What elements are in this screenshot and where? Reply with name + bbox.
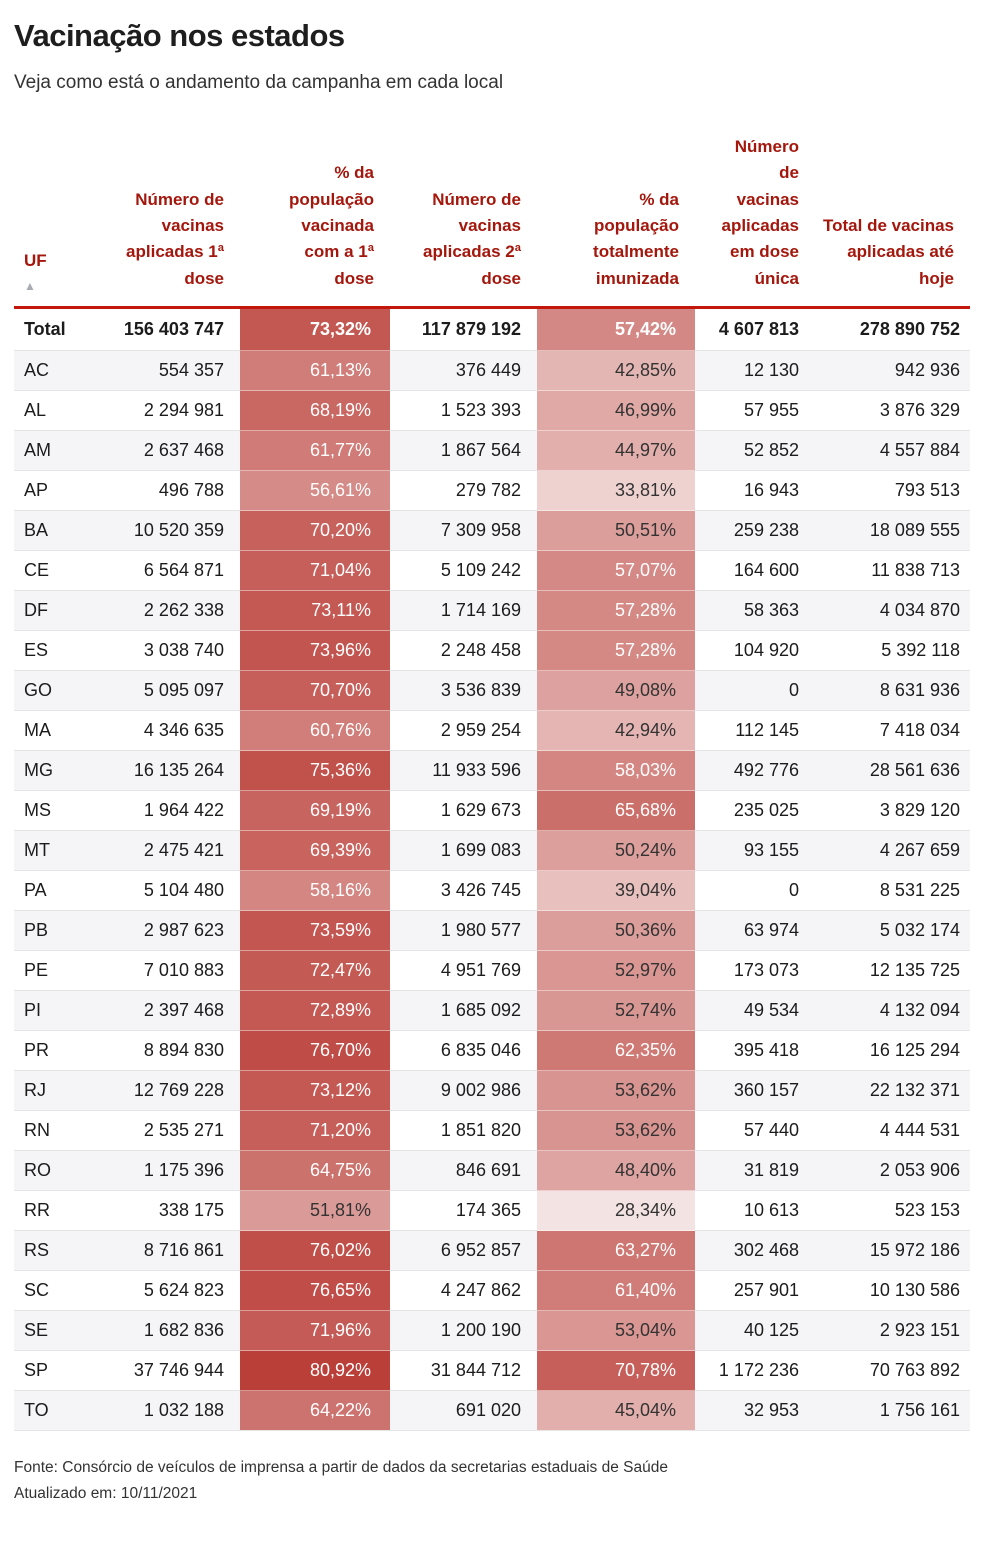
cell-dose2: 174 365	[390, 1191, 537, 1231]
cell-total: 4 267 659	[813, 831, 970, 871]
cell-uf: SP	[14, 1351, 100, 1391]
column-label: Total de vacinas aplicadas até hoje	[823, 216, 955, 288]
cell-unica: 104 920	[695, 631, 813, 671]
cell-pct2: 45,04%	[537, 1391, 695, 1431]
cell-dose2: 5 109 242	[390, 551, 537, 591]
cell-uf: AP	[14, 471, 100, 511]
cell-pct2: 62,35%	[537, 1031, 695, 1071]
cell-unica: 395 418	[695, 1031, 813, 1071]
cell-dose2: 1 714 169	[390, 591, 537, 631]
table-row-am	[14, 431, 970, 471]
column-label: % da população totalmente imunizada	[593, 189, 679, 288]
cell-uf: ES	[14, 631, 100, 671]
cell-unica: 302 468	[695, 1231, 813, 1271]
cell-total: 3 829 120	[813, 791, 970, 831]
cell-unica: 360 157	[695, 1071, 813, 1111]
cell-dose1: 1 682 836	[100, 1311, 240, 1351]
cell-unica: 259 238	[695, 511, 813, 551]
cell-unica: 492 776	[695, 751, 813, 791]
cell-dose1: 554 357	[100, 351, 240, 391]
column-header-uf[interactable]	[14, 128, 100, 308]
table-row-rj	[14, 1071, 970, 1111]
table-header	[14, 128, 970, 308]
page-title: Vacinação nos estados	[14, 18, 345, 53]
cell-dose1: 1 964 422	[100, 791, 240, 831]
cell-pct2: 57,28%	[537, 631, 695, 671]
cell-total: 1 756 161	[813, 1391, 970, 1431]
cell-unica: 49 534	[695, 991, 813, 1031]
cell-pct1: 51,81%	[240, 1191, 390, 1231]
cell-total: 793 513	[813, 471, 970, 511]
cell-dose1: 5 095 097	[100, 671, 240, 711]
column-label: Número de vacinas aplicadas em dose única	[721, 137, 799, 288]
cell-uf: SE	[14, 1311, 100, 1351]
cell-pct2: 39,04%	[537, 871, 695, 911]
cell-unica: 235 025	[695, 791, 813, 831]
column-label: % da população vacinada com a 1ª dose	[288, 163, 374, 288]
column-header-dose2[interactable]	[390, 128, 537, 308]
table-row-pr	[14, 1031, 970, 1071]
cell-pct2: 33,81%	[537, 471, 695, 511]
cell-pct1: 56,61%	[240, 471, 390, 511]
cell-dose2: 1 851 820	[390, 1111, 537, 1151]
cell-unica: 57 955	[695, 391, 813, 431]
cell-total: 10 130 586	[813, 1271, 970, 1311]
cell-pct2: 50,51%	[537, 511, 695, 551]
table-row-ce	[14, 551, 970, 591]
cell-unica: 4 607 813	[695, 308, 813, 351]
cell-dose1: 2 475 421	[100, 831, 240, 871]
cell-pct1: 58,16%	[240, 871, 390, 911]
cell-dose1: 2 637 468	[100, 431, 240, 471]
cell-total: 278 890 752	[813, 308, 970, 351]
cell-total: 70 763 892	[813, 1351, 970, 1391]
cell-uf: PI	[14, 991, 100, 1031]
table-row-ms	[14, 791, 970, 831]
cell-total: 5 032 174	[813, 911, 970, 951]
cell-pct1: 73,12%	[240, 1071, 390, 1111]
cell-unica: 40 125	[695, 1311, 813, 1351]
cell-dose1: 37 746 944	[100, 1351, 240, 1391]
cell-dose1: 4 346 635	[100, 711, 240, 751]
cell-unica: 257 901	[695, 1271, 813, 1311]
column-header-unica[interactable]	[695, 128, 813, 308]
table-row-to	[14, 1391, 970, 1431]
cell-dose1: 5 104 480	[100, 871, 240, 911]
cell-pct1: 69,19%	[240, 791, 390, 831]
cell-pct2: 46,99%	[537, 391, 695, 431]
cell-unica: 58 363	[695, 591, 813, 631]
table-row-rs	[14, 1231, 970, 1271]
cell-unica: 16 943	[695, 471, 813, 511]
cell-dose1: 7 010 883	[100, 951, 240, 991]
column-label: Número de vacinas aplicadas 2ª dose	[423, 189, 521, 288]
cell-uf: Total	[14, 308, 100, 351]
cell-uf: MS	[14, 791, 100, 831]
cell-total: 523 153	[813, 1191, 970, 1231]
cell-uf: RO	[14, 1151, 100, 1191]
cell-uf: SC	[14, 1271, 100, 1311]
cell-dose1: 2 397 468	[100, 991, 240, 1031]
cell-uf: PA	[14, 871, 100, 911]
cell-unica: 63 974	[695, 911, 813, 951]
cell-dose2: 4 951 769	[390, 951, 537, 991]
cell-uf: RR	[14, 1191, 100, 1231]
cell-unica: 32 953	[695, 1391, 813, 1431]
cell-total: 4 444 531	[813, 1111, 970, 1151]
cell-pct1: 71,04%	[240, 551, 390, 591]
cell-dose1: 2 987 623	[100, 911, 240, 951]
cell-pct1: 73,59%	[240, 911, 390, 951]
cell-unica: 173 073	[695, 951, 813, 991]
cell-dose2: 1 200 190	[390, 1311, 537, 1351]
cell-uf: PR	[14, 1031, 100, 1071]
cell-dose2: 117 879 192	[390, 308, 537, 351]
cell-pct2: 61,40%	[537, 1271, 695, 1311]
cell-pct1: 76,70%	[240, 1031, 390, 1071]
cell-pct1: 72,47%	[240, 951, 390, 991]
cell-unica: 0	[695, 871, 813, 911]
cell-pct2: 50,24%	[537, 831, 695, 871]
column-header-pct1[interactable]	[240, 128, 390, 308]
cell-dose2: 1 699 083	[390, 831, 537, 871]
cell-pct1: 71,96%	[240, 1311, 390, 1351]
table-row-pe	[14, 951, 970, 991]
table-row-ma	[14, 711, 970, 751]
table-row-go	[14, 671, 970, 711]
sort-ascending-icon: ▲	[24, 279, 36, 294]
cell-dose1: 1 175 396	[100, 1151, 240, 1191]
cell-dose1: 338 175	[100, 1191, 240, 1231]
cell-unica: 12 130	[695, 351, 813, 391]
cell-pct1: 61,77%	[240, 431, 390, 471]
cell-dose2: 376 449	[390, 351, 537, 391]
cell-pct2: 42,85%	[537, 351, 695, 391]
cell-total: 16 125 294	[813, 1031, 970, 1071]
cell-pct2: 42,94%	[537, 711, 695, 751]
cell-unica: 57 440	[695, 1111, 813, 1151]
cell-uf: CE	[14, 551, 100, 591]
cell-dose2: 3 426 745	[390, 871, 537, 911]
table-row-mt	[14, 831, 970, 871]
cell-dose1: 2 294 981	[100, 391, 240, 431]
cell-pct1: 73,96%	[240, 631, 390, 671]
cell-pct2: 57,28%	[537, 591, 695, 631]
cell-dose1: 6 564 871	[100, 551, 240, 591]
cell-total: 28 561 636	[813, 751, 970, 791]
cell-dose2: 2 959 254	[390, 711, 537, 751]
cell-dose2: 691 020	[390, 1391, 537, 1431]
cell-dose2: 6 952 857	[390, 1231, 537, 1271]
column-header-pct2[interactable]	[537, 128, 695, 308]
cell-uf: RN	[14, 1111, 100, 1151]
cell-pct2: 52,74%	[537, 991, 695, 1031]
cell-uf: BA	[14, 511, 100, 551]
source-note: Fonte: Consórcio de veículos de imprensa a partir de dados da secretarias estaduais de Saúde	[14, 1459, 668, 1477]
table-row-pa	[14, 871, 970, 911]
table-row-ap	[14, 471, 970, 511]
cell-dose2: 2 248 458	[390, 631, 537, 671]
cell-dose2: 31 844 712	[390, 1351, 537, 1391]
cell-pct1: 80,92%	[240, 1351, 390, 1391]
cell-total: 8 631 936	[813, 671, 970, 711]
cell-pct2: 52,97%	[537, 951, 695, 991]
cell-uf: PE	[14, 951, 100, 991]
cell-total: 5 392 118	[813, 631, 970, 671]
column-header-dose1[interactable]	[100, 128, 240, 308]
cell-dose2: 1 867 564	[390, 431, 537, 471]
cell-uf: DF	[14, 591, 100, 631]
cell-pct2: 58,03%	[537, 751, 695, 791]
table-row-ba	[14, 511, 970, 551]
cell-total: 18 089 555	[813, 511, 970, 551]
cell-pct2: 65,68%	[537, 791, 695, 831]
table-row-ac	[14, 351, 970, 391]
cell-uf: AL	[14, 391, 100, 431]
table-row-mg	[14, 751, 970, 791]
cell-pct1: 64,22%	[240, 1391, 390, 1431]
cell-dose1: 2 535 271	[100, 1111, 240, 1151]
cell-pct2: 70,78%	[537, 1351, 695, 1391]
cell-pct2: 48,40%	[537, 1151, 695, 1191]
table-row-pb	[14, 911, 970, 951]
cell-dose2: 1 685 092	[390, 991, 537, 1031]
table-footer	[14, 1455, 970, 1506]
vaccination-table	[14, 128, 970, 1431]
cell-pct1: 71,20%	[240, 1111, 390, 1151]
cell-total: 12 135 725	[813, 951, 970, 991]
table-body	[14, 308, 970, 1431]
cell-dose1: 12 769 228	[100, 1071, 240, 1111]
cell-uf: MT	[14, 831, 100, 871]
cell-pct2: 44,97%	[537, 431, 695, 471]
cell-pct1: 73,11%	[240, 591, 390, 631]
column-label: Número de vacinas aplicadas 1ª dose	[126, 189, 224, 288]
cell-dose2: 9 002 986	[390, 1071, 537, 1111]
cell-pct1: 73,32%	[240, 308, 390, 351]
cell-dose2: 11 933 596	[390, 751, 537, 791]
table-row-pi	[14, 991, 970, 1031]
cell-unica: 164 600	[695, 551, 813, 591]
cell-uf: RJ	[14, 1071, 100, 1111]
table-row-ro	[14, 1151, 970, 1191]
cell-pct2: 49,08%	[537, 671, 695, 711]
cell-dose1: 2 262 338	[100, 591, 240, 631]
page-subtitle: Veja como está o andamento da campanha em cada local	[14, 72, 504, 93]
cell-pct1: 72,89%	[240, 991, 390, 1031]
cell-unica: 10 613	[695, 1191, 813, 1231]
cell-total: 942 936	[813, 351, 970, 391]
cell-pct1: 70,20%	[240, 511, 390, 551]
cell-uf: PB	[14, 911, 100, 951]
cell-pct2: 57,07%	[537, 551, 695, 591]
cell-dose2: 1 523 393	[390, 391, 537, 431]
cell-unica: 52 852	[695, 431, 813, 471]
cell-dose2: 1 629 673	[390, 791, 537, 831]
cell-dose1: 156 403 747	[100, 308, 240, 351]
cell-total: 15 972 186	[813, 1231, 970, 1271]
cell-pct2: 53,04%	[537, 1311, 695, 1351]
cell-uf: AC	[14, 351, 100, 391]
cell-total: 7 418 034	[813, 711, 970, 751]
cell-uf: AM	[14, 431, 100, 471]
cell-pct1: 68,19%	[240, 391, 390, 431]
cell-dose1: 1 032 188	[100, 1391, 240, 1431]
cell-pct1: 76,65%	[240, 1271, 390, 1311]
cell-dose1: 3 038 740	[100, 631, 240, 671]
table-row-total	[14, 308, 970, 351]
cell-dose1: 8 716 861	[100, 1231, 240, 1271]
cell-pct1: 70,70%	[240, 671, 390, 711]
cell-total: 4 034 870	[813, 591, 970, 631]
cell-dose2: 6 835 046	[390, 1031, 537, 1071]
cell-pct1: 75,36%	[240, 751, 390, 791]
cell-unica: 31 819	[695, 1151, 813, 1191]
cell-dose1: 8 894 830	[100, 1031, 240, 1071]
cell-pct2: 28,34%	[537, 1191, 695, 1231]
cell-pct1: 76,02%	[240, 1231, 390, 1271]
cell-uf: GO	[14, 671, 100, 711]
cell-total: 11 838 713	[813, 551, 970, 591]
cell-unica: 1 172 236	[695, 1351, 813, 1391]
cell-pct2: 57,42%	[537, 308, 695, 351]
cell-uf: TO	[14, 1391, 100, 1431]
cell-pct2: 50,36%	[537, 911, 695, 951]
header-row	[14, 128, 970, 308]
cell-unica: 112 145	[695, 711, 813, 751]
cell-pct1: 69,39%	[240, 831, 390, 871]
cell-total: 2 923 151	[813, 1311, 970, 1351]
table-row-se	[14, 1311, 970, 1351]
cell-dose2: 4 247 862	[390, 1271, 537, 1311]
cell-total: 2 053 906	[813, 1151, 970, 1191]
cell-dose1: 5 624 823	[100, 1271, 240, 1311]
cell-dose1: 496 788	[100, 471, 240, 511]
cell-total: 8 531 225	[813, 871, 970, 911]
cell-total: 4 557 884	[813, 431, 970, 471]
cell-pct2: 53,62%	[537, 1071, 695, 1111]
cell-dose2: 1 980 577	[390, 911, 537, 951]
column-label: UF	[24, 250, 47, 270]
cell-dose1: 16 135 264	[100, 751, 240, 791]
cell-total: 22 132 371	[813, 1071, 970, 1111]
table-row-rn	[14, 1111, 970, 1151]
column-header-total[interactable]	[813, 128, 970, 308]
table-row-al	[14, 391, 970, 431]
cell-uf: MA	[14, 711, 100, 751]
table-row-sp	[14, 1351, 970, 1391]
cell-total: 4 132 094	[813, 991, 970, 1031]
cell-pct1: 64,75%	[240, 1151, 390, 1191]
cell-uf: RS	[14, 1231, 100, 1271]
cell-dose1: 10 520 359	[100, 511, 240, 551]
table-row-es	[14, 631, 970, 671]
cell-unica: 93 155	[695, 831, 813, 871]
cell-dose2: 279 782	[390, 471, 537, 511]
cell-pct1: 60,76%	[240, 711, 390, 751]
cell-dose2: 3 536 839	[390, 671, 537, 711]
cell-uf: MG	[14, 751, 100, 791]
cell-dose2: 846 691	[390, 1151, 537, 1191]
cell-unica: 0	[695, 671, 813, 711]
cell-total: 3 876 329	[813, 391, 970, 431]
table-row-df	[14, 591, 970, 631]
cell-pct1: 61,13%	[240, 351, 390, 391]
cell-pct2: 63,27%	[537, 1231, 695, 1271]
table-row-rr	[14, 1191, 970, 1231]
cell-pct2: 53,62%	[537, 1111, 695, 1151]
table-row-sc	[14, 1271, 970, 1311]
updated-note: Atualizado em: 10/11/2021	[14, 1484, 198, 1502]
cell-dose2: 7 309 958	[390, 511, 537, 551]
